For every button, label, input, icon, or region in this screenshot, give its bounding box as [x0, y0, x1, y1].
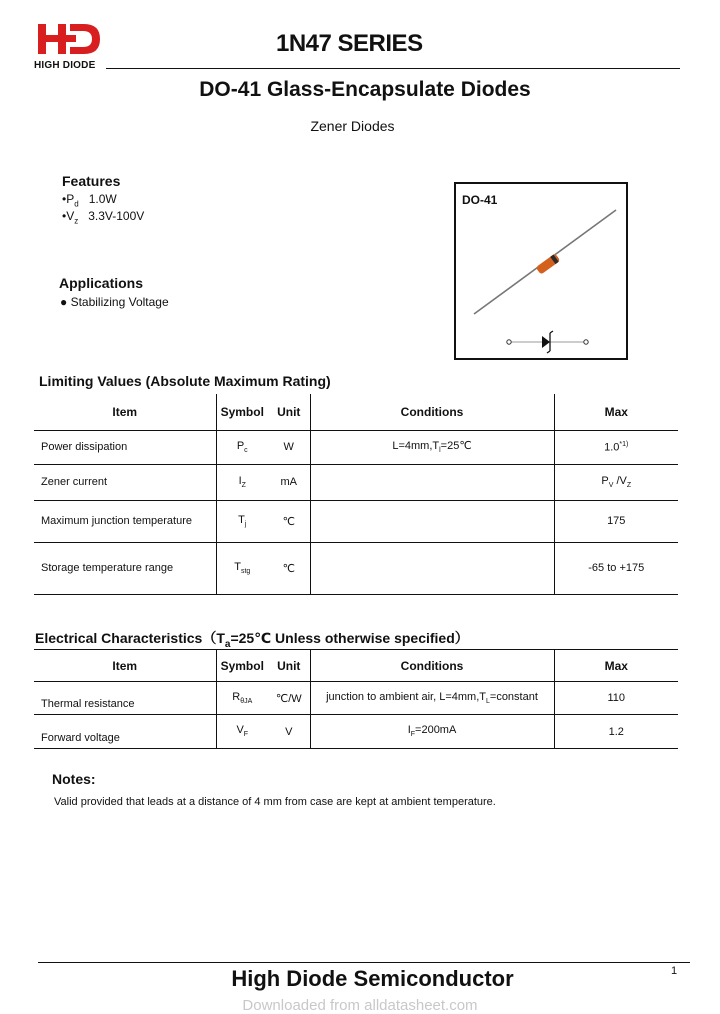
row-symbol: $I_Z$ — [216, 464, 268, 500]
table-row — [34, 542, 678, 594]
table-header-row — [34, 394, 678, 430]
table-row — [34, 500, 678, 542]
row-unit: W — [268, 430, 310, 464]
page-title: DO-41 Glass-Encapsulate Diodes — [199, 78, 531, 101]
table-row — [34, 464, 678, 500]
high-diode-logo — [38, 22, 102, 58]
notes-heading: Notes: — [52, 771, 96, 787]
diode-symbol-icon — [500, 330, 600, 354]
row-unit: V — [268, 715, 310, 749]
row-unit: ℃/W — [268, 682, 310, 715]
header-max: Max — [554, 650, 678, 682]
table-row — [34, 715, 678, 749]
row-item: Zener current — [34, 464, 216, 500]
header-unit: Unit — [268, 394, 310, 430]
feature-item: $•P_d$ 1.0W — [62, 192, 117, 209]
header-item: Item — [34, 394, 216, 430]
row-max: 1.0$^{*1)}$ — [554, 430, 678, 464]
row-conditions — [310, 542, 554, 594]
header-conditions: Conditions — [310, 650, 554, 682]
footer-company: High Diode Semiconductor — [231, 966, 514, 991]
table-row — [34, 430, 678, 464]
applications-heading: Applications — [59, 275, 144, 291]
row-conditions: $I_F=200mA$ — [310, 715, 554, 749]
header-symbol: Symbol — [216, 394, 268, 430]
logo-text: HIGH DIODE — [34, 60, 96, 71]
row-item: Power dissipation — [34, 430, 216, 464]
series-title: 1N47 SERIES — [276, 30, 423, 57]
row-item: Forward voltage — [34, 715, 216, 749]
row-item: Storage temperature range — [34, 542, 216, 594]
row-symbol: $V_F$ — [216, 715, 268, 749]
row-conditions — [310, 500, 554, 542]
row-max: -65 to +175 — [554, 542, 678, 594]
row-max: 175 — [554, 500, 678, 542]
limiting-values-heading: Limiting Values (Absolute Maximum Rating) — [39, 373, 331, 389]
row-symbol: $R_{\theta JA}$ — [216, 682, 268, 715]
notes-text: Valid provided that leads at a distance of 4 mm from case are kept at ambient temperature. — [54, 796, 496, 808]
row-conditions — [310, 464, 554, 500]
header-max: Max — [554, 394, 678, 430]
page-subtitle: Zener Diodes — [310, 118, 395, 134]
electrical-characteristics-table — [34, 649, 678, 749]
row-max: 110 — [554, 682, 678, 715]
table-header-row — [34, 650, 678, 682]
features-heading: Features — [62, 173, 121, 189]
application-item: ● Stabilizing Voltage — [60, 295, 169, 309]
header-item: Item — [34, 650, 216, 682]
row-max: 1.2 — [554, 715, 678, 749]
header-symbol: Symbol — [216, 650, 268, 682]
row-item: Thermal resistance — [34, 682, 216, 715]
row-symbol: $P_c$ — [216, 430, 268, 464]
row-symbol: $T_{stg}$ — [216, 542, 268, 594]
row-max: $P_V$ $/V_Z$ — [554, 464, 678, 500]
limiting-values-table — [34, 394, 678, 595]
diode-image — [470, 206, 620, 318]
electrical-characteristics-heading: Electrical $Characteristics(T_a=25℃$ Unless otherwise specified） — [35, 630, 469, 650]
row-conditions: $L=4mm,T_l=25℃$ — [310, 430, 554, 464]
package-label: DO-41 — [462, 193, 498, 207]
row-unit: ℃ — [268, 542, 310, 594]
header-unit: Unit — [268, 650, 310, 682]
table-row — [34, 682, 678, 715]
header-conditions: Conditions — [310, 394, 554, 430]
row-item: Maximum junction temperature — [34, 500, 216, 542]
header-rule — [106, 68, 680, 69]
row-symbol: $T_j$ — [216, 500, 268, 542]
feature-item: $•V_z$ 3.3V-100V — [62, 209, 145, 226]
watermark-link[interactable]: Downloaded from alldatasheet.com — [242, 997, 478, 1014]
row-unit: mA — [268, 464, 310, 500]
row-unit: ℃ — [268, 500, 310, 542]
footer-rule — [38, 962, 690, 963]
page-number: 1 — [671, 965, 678, 977]
row-conditions: junction to ambient air, $L=4mm,T_L=constant$ — [310, 682, 554, 715]
